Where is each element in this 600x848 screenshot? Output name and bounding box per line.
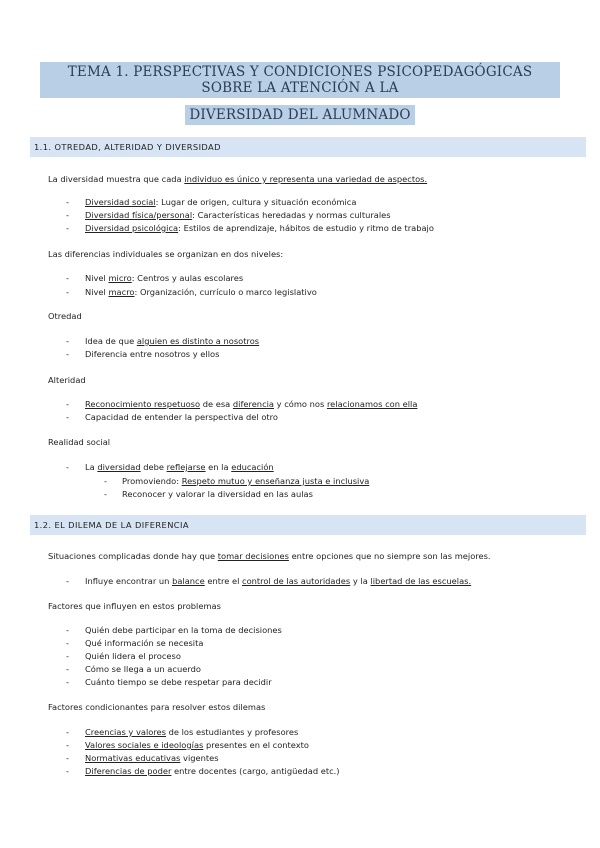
sub-bullet-dash: - (104, 476, 107, 486)
list-item: Valores sociales e ideologías presentes en el contexto (85, 740, 310, 750)
list-item: Creencias y valores de los estudiantes y profesores (85, 727, 299, 737)
list-item: Diferencias de poder entre docentes (cargo, antigüedad etc.) (85, 766, 340, 776)
bullet-dash: - (66, 677, 69, 687)
title-line-1: TEMA 1. PERSPECTIVAS Y CONDICIONES PSICOPEDAGÓGICAS SOBRE LA ATENCIÓN A LA (40, 62, 560, 98)
bullet-dash: - (66, 210, 69, 220)
conditions-label: Factores condicionantes para resolver estos dilemas (48, 702, 266, 712)
list-item: Nivel macro: Organización, currículo o marco legislativo (85, 287, 317, 297)
title-line-2: DIVERSIDAD DEL ALUMNADO (185, 105, 414, 125)
list-item: Quién lidera el proceso (85, 651, 181, 661)
list-item: Quién debe participar en la toma de decisiones (85, 625, 282, 635)
list-item: Cuánto tiempo se debe respetar para decidir (85, 677, 272, 687)
alteridad-label: Alteridad (48, 375, 86, 385)
bullet-dash: - (66, 766, 69, 776)
bullet-dash: - (66, 727, 69, 737)
sub-list-item: Promoviendo: Respeto mutuo y enseñanza justa e inclusiva (122, 476, 370, 486)
bullet-dash: - (66, 625, 69, 635)
section-heading-2: 1.2. EL DILEMA DE LA DIFERENCIA (30, 515, 586, 535)
bullet-dash: - (66, 197, 69, 207)
sub-list-item: Reconocer y valorar la diversidad en las aulas (122, 489, 313, 499)
bullet-dash: - (66, 651, 69, 661)
list-item: La diversidad debe reflejarse en la educación (85, 462, 274, 472)
factors-label: Factores que influyen en estos problemas (48, 601, 221, 611)
bullet-dash: - (66, 753, 69, 763)
bullet-dash: - (66, 223, 69, 233)
list-item: Qué información se necesita (85, 638, 204, 648)
list-item: Diversidad psicológica: Estilos de aprendizaje, hábitos de estudio y ritmo de trabajo (85, 223, 434, 233)
intro-paragraph: Situaciones complicadas donde hay que tomar decisiones entre opciones que no siempre son las mejores. (48, 551, 491, 561)
section-heading-1: 1.1. OTREDAD, ALTERIDAD Y DIVERSIDAD (30, 137, 586, 157)
realidad-label: Realidad social (48, 437, 111, 447)
intro-paragraph: La diversidad muestra que cada individuo es único y representa una variedad de aspectos. (48, 174, 428, 184)
list-item: Nivel micro: Centros y aulas escolares (85, 273, 244, 283)
bullet-dash: - (66, 273, 69, 283)
list-item: Normativas educativas vigentes (85, 753, 219, 763)
list-item: Diversidad social: Lugar de origen, cultura y situación económica (85, 197, 357, 207)
bullet-dash: - (66, 664, 69, 674)
bullet-dash: - (66, 638, 69, 648)
list-item: Idea de que alguien es distinto a nosotros (85, 336, 260, 346)
list-item: Capacidad de entender la perspectiva del otro (85, 412, 278, 422)
list-item: Diversidad física/personal: Características heredadas y normas culturales (85, 210, 391, 220)
bullet-dash: - (66, 399, 69, 409)
bullet-dash: - (66, 740, 69, 750)
bullet-dash: - (66, 287, 69, 297)
list-item: Cómo se llega a un acuerdo (85, 664, 201, 674)
bullet-dash: - (66, 462, 69, 472)
bullet-dash: - (66, 412, 69, 422)
bullet-dash: - (66, 336, 69, 346)
list-item: Influye encontrar un balance entre el control de las autoridades y la libertad de las escuelas. (85, 576, 472, 586)
levels-intro: Las diferencias individuales se organizan en dos niveles: (48, 249, 284, 259)
list-item: Reconocimiento respetuoso de esa diferencia y cómo nos relacionamos con ella (85, 399, 418, 409)
bullet-dash: - (66, 349, 69, 359)
bullet-dash: - (66, 576, 69, 586)
page-title (40, 62, 560, 131)
list-item: Diferencia entre nosotros y ellos (85, 349, 220, 359)
sub-bullet-dash: - (104, 489, 107, 499)
otredad-label: Otredad (48, 311, 82, 321)
